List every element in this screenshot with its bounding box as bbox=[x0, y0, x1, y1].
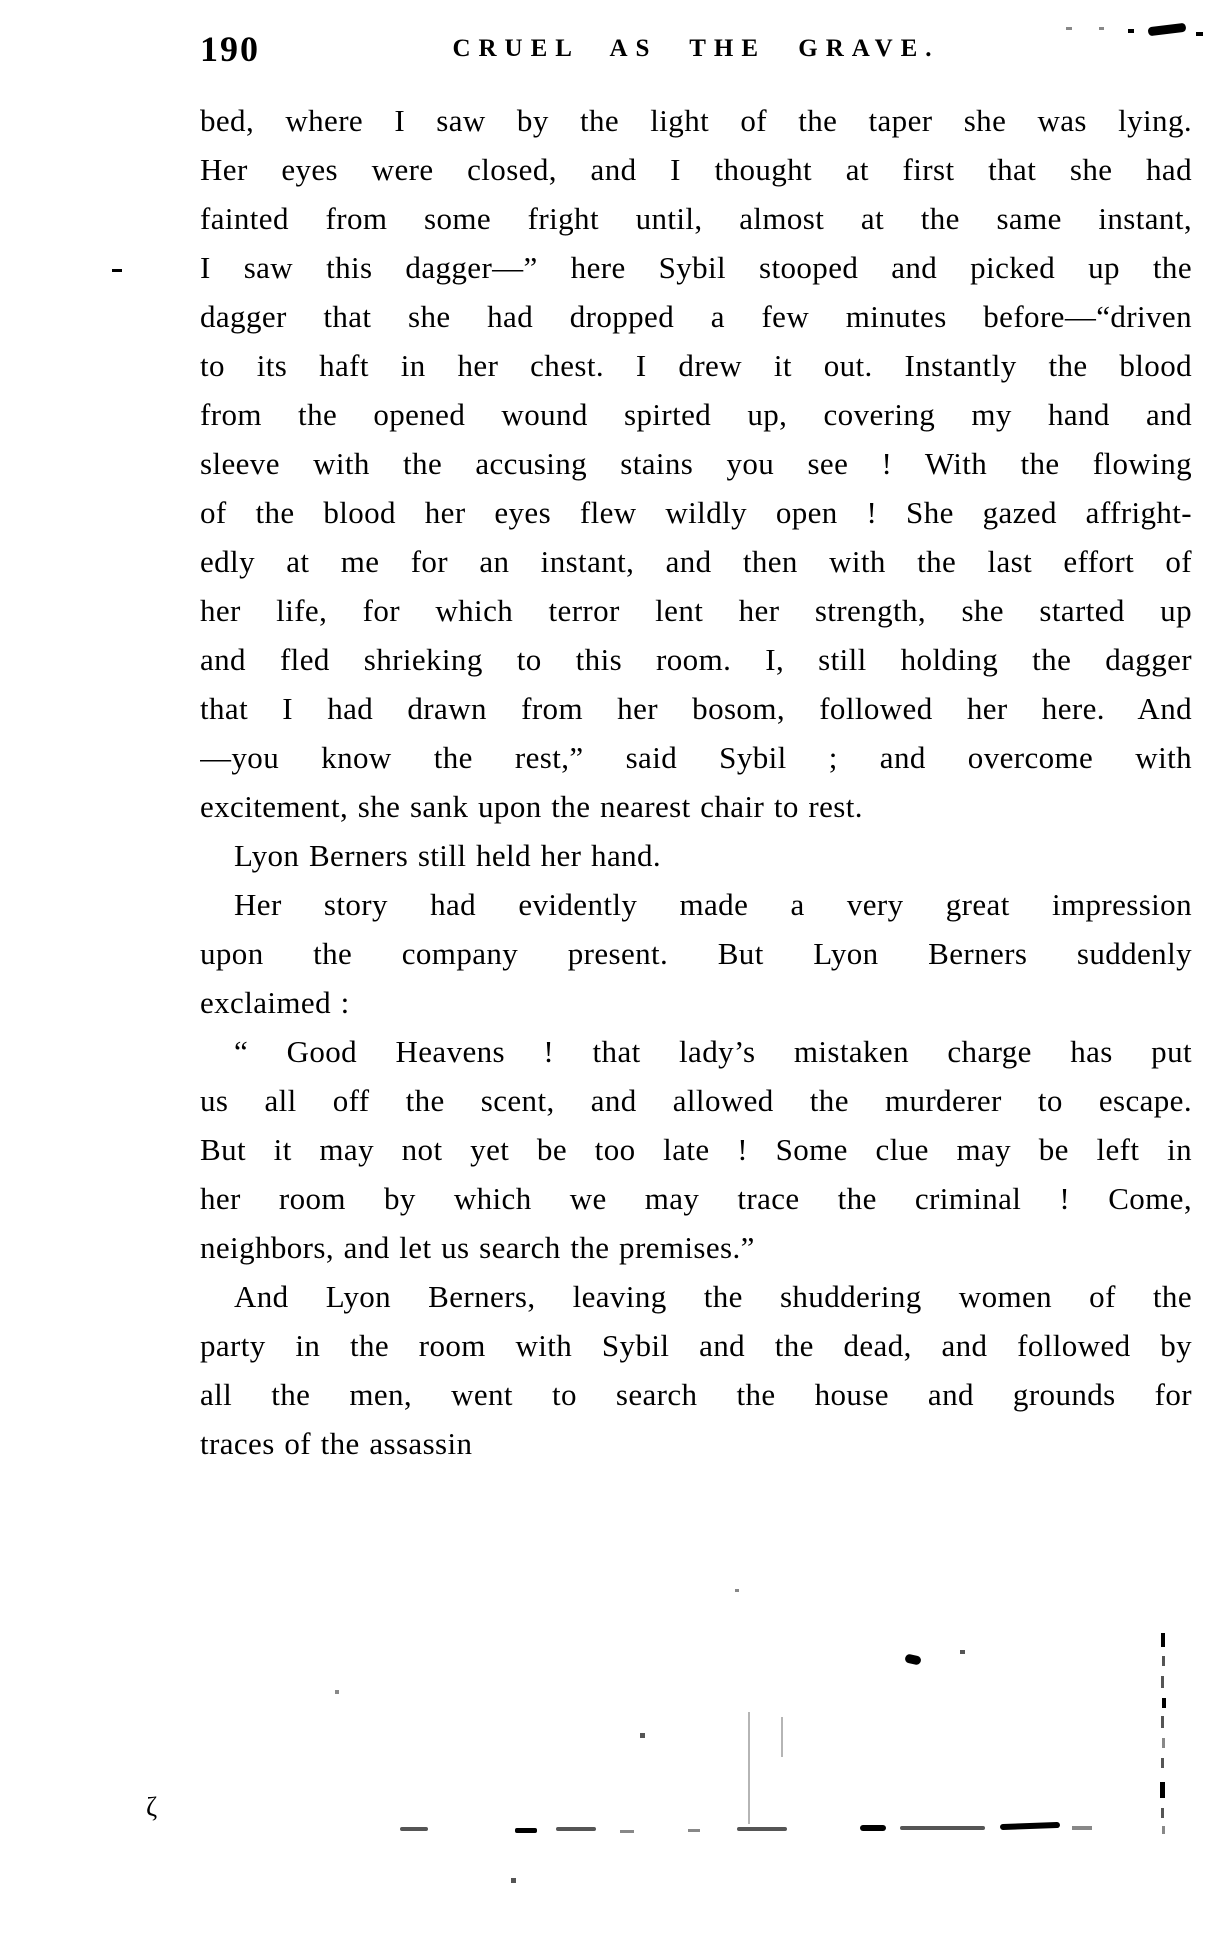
scan-artifact bbox=[904, 1653, 922, 1665]
text-line: excitement, she sank upon the nearest chair to rest. bbox=[200, 789, 863, 824]
scan-artifact bbox=[960, 1650, 965, 1654]
scan-artifact bbox=[900, 1826, 985, 1830]
scan-artifact bbox=[1000, 1822, 1060, 1830]
scan-artifact bbox=[1161, 1633, 1165, 1647]
scan-artifact bbox=[1161, 1758, 1164, 1768]
text-line: from the opened wound spirted up, covering my hand and bbox=[200, 397, 1192, 432]
page-body bbox=[200, 96, 1192, 1468]
page-header bbox=[200, 28, 1192, 72]
text-line: But it may not yet be too late ! Some clue may be left in bbox=[200, 1132, 1192, 1167]
text-line: and fled shrieking to this room. I, still holding the dagger bbox=[200, 642, 1192, 677]
text-line: us all off the scent, and allowed the murderer to escape. bbox=[200, 1083, 1192, 1118]
scan-artifact bbox=[1066, 27, 1072, 30]
scan-artifact bbox=[1196, 32, 1203, 36]
text-line: And Lyon Berners, leaving the shuddering women of the bbox=[234, 1279, 1192, 1314]
scan-artifact bbox=[1162, 1738, 1165, 1748]
scan-artifact bbox=[688, 1829, 700, 1832]
text-line: —you know the rest,” said Sybil ; and overcome with bbox=[200, 740, 1192, 775]
text-line: bed, where I saw by the light of the taper she was lying. bbox=[200, 103, 1192, 138]
text-line: all the men, went to search the house and grounds for bbox=[200, 1377, 1192, 1412]
text-line: party in the room with Sybil and the dead, and followed by bbox=[200, 1328, 1192, 1363]
scan-artifact bbox=[112, 269, 122, 272]
text-line: Lyon Berners still held her hand. bbox=[234, 838, 662, 873]
scan-artifact bbox=[748, 1712, 750, 1824]
running-title: CRUEL AS THE GRAVE. bbox=[452, 35, 940, 62]
scan-artifact bbox=[556, 1827, 596, 1831]
text-line: dagger that she had dropped a few minutes before—“driven bbox=[200, 299, 1192, 334]
scan-artifact bbox=[1128, 29, 1134, 33]
scan-artifact bbox=[1099, 27, 1104, 30]
scan-artifact bbox=[1161, 1716, 1164, 1728]
text-line: edly at me for an instant, and then with the last effort of bbox=[200, 544, 1192, 579]
scan-artifact bbox=[146, 1792, 157, 1823]
scan-artifact bbox=[1161, 1808, 1164, 1818]
text-line: to its haft in her chest. I drew it out. Instantly the blood bbox=[200, 348, 1192, 383]
scan-artifact bbox=[335, 1690, 339, 1694]
text-line: her room by which we may trace the criminal ! Come, bbox=[200, 1181, 1192, 1216]
text-line: neighbors, and let us search the premises.” bbox=[200, 1230, 755, 1265]
text-line: sleeve with the accusing stains you see ! With the flowing bbox=[200, 446, 1192, 481]
text-line: of the blood her eyes flew wildly open ! She gazed affright- bbox=[200, 495, 1192, 530]
text-line: traces of the assassin bbox=[200, 1426, 473, 1461]
text-line: “ Good Heavens ! that lady’s mistaken charge has put bbox=[234, 1034, 1192, 1069]
scan-artifact bbox=[1162, 1656, 1165, 1666]
scan-artifact bbox=[1162, 1826, 1165, 1834]
scan-artifact bbox=[400, 1827, 428, 1831]
scan-artifact bbox=[1160, 1782, 1165, 1798]
scan-artifact bbox=[620, 1830, 634, 1833]
text-line: exclaimed : bbox=[200, 985, 350, 1020]
scan-artifact bbox=[1161, 1676, 1164, 1688]
scan-artifact bbox=[640, 1733, 645, 1738]
scan-artifact bbox=[1162, 1698, 1166, 1708]
text-line: Her eyes were closed, and I thought at first that she had bbox=[200, 152, 1192, 187]
scan-artifact bbox=[735, 1589, 739, 1592]
text-line: fainted from some fright until, almost at the same instant, bbox=[200, 201, 1192, 236]
text-line: Her story had evidently made a very great impression bbox=[234, 887, 1192, 922]
text-line: her life, for which terror lent her strength, she started up bbox=[200, 593, 1192, 628]
scan-artifact bbox=[1072, 1826, 1092, 1830]
scan-artifact bbox=[515, 1828, 537, 1833]
text-line: upon the company present. But Lyon Berners suddenly bbox=[200, 936, 1192, 971]
scan-artifact bbox=[737, 1827, 787, 1831]
text-line: I saw this dagger—” here Sybil stooped and picked up the bbox=[200, 250, 1192, 285]
scan-artifact bbox=[860, 1825, 886, 1831]
page-number: 190 bbox=[200, 29, 260, 69]
scan-artifact bbox=[781, 1717, 783, 1757]
scan-artifact bbox=[511, 1878, 516, 1883]
text-line: that I had drawn from her bosom, followed her here. And bbox=[200, 691, 1192, 726]
